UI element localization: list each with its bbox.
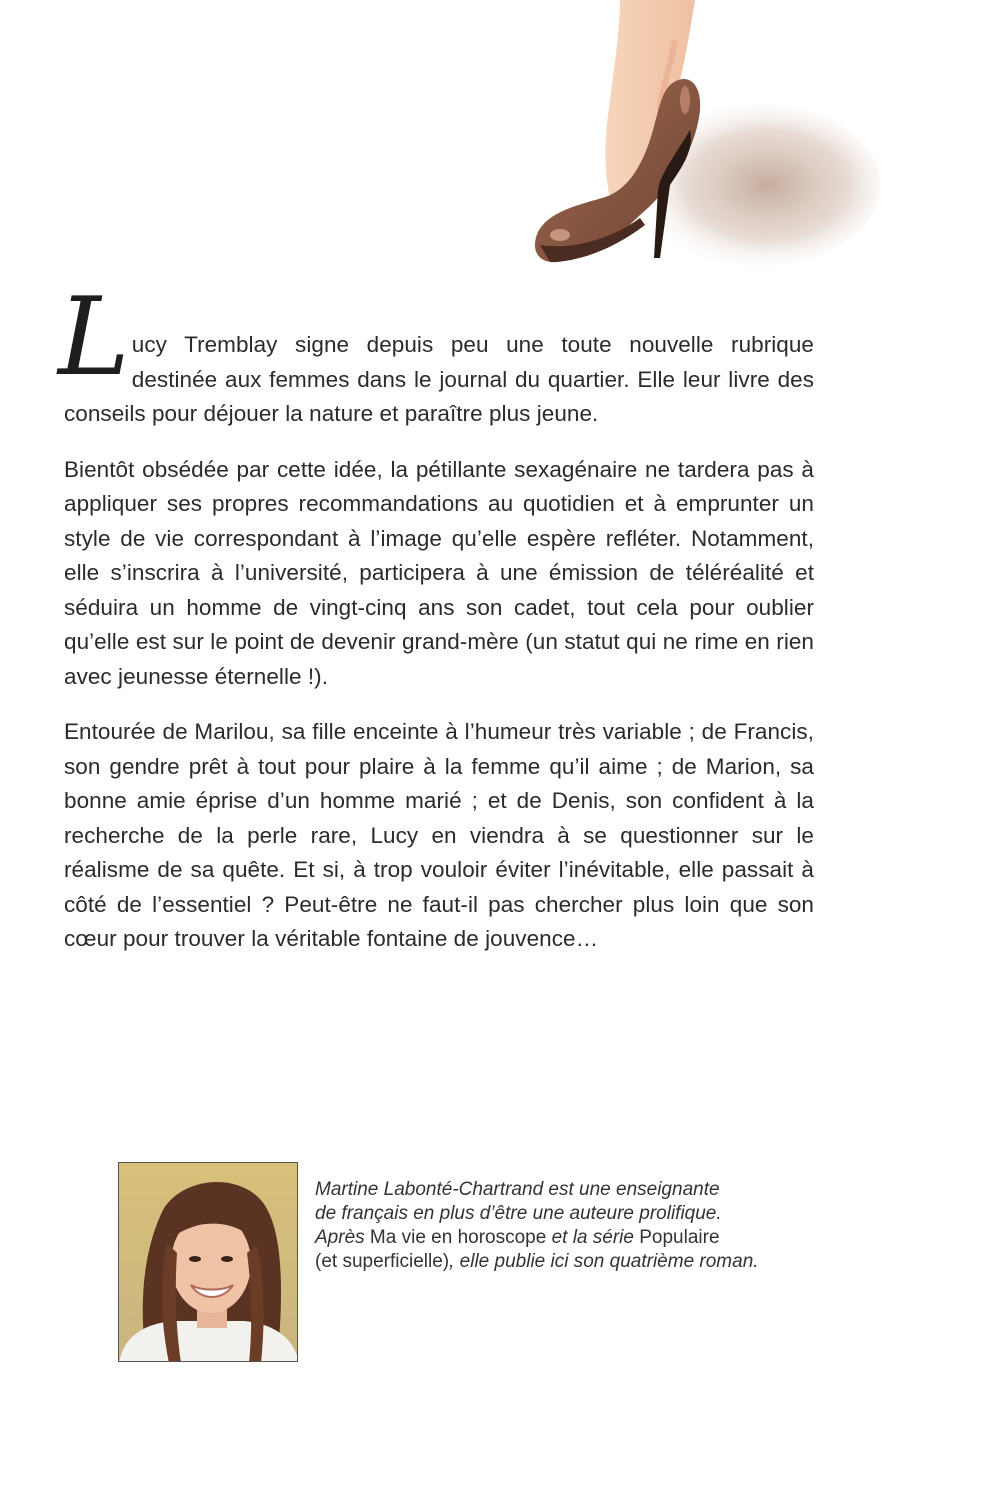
- high-heel-shoe-illustration: [520, 0, 880, 280]
- blurb-paragraph-1-text: ucy Tremblay signe depuis peu une toute nouvelle rubrique destinée aux femmes dans le journal du quartier. Elle leur livre des conseils pour déjouer la nature et paraître plus jeune.: [64, 332, 814, 426]
- author-bio-line-4: (et superficielle), elle publie ici son quatrième roman.: [315, 1251, 759, 1272]
- author-bio-line-1: Martine Labonté-Chartrand est une enseignante: [315, 1179, 720, 1200]
- book-title-ma-vie-en-horoscope: Ma vie en horoscope: [369, 1227, 547, 1248]
- author-bio-line-3: Après Ma vie en horoscope et la série Populaire: [315, 1227, 720, 1248]
- author-portrait-photo: [118, 1162, 298, 1362]
- blurb-paragraph-1: [58, 275, 814, 432]
- dropcap-letter: L: [58, 275, 130, 400]
- blurb-paragraph-3: Entourée de Marilou, sa fille enceinte à l’humeur très variable ; de Francis, son gendre prêt à tout pour plaire à la femme qu’il aime ; de Marion, sa bonne amie éprise d’un homme marié ; et de Denis, son confident à la recherche de la perle rare, Lucy en viendra à se questionner sur le réalisme de sa quête. Et si, à trop vouloir éviter l’inévitable, elle passait à côté de l’essentiel ? Peut-être ne faut-il pas chercher plus loin que son cœur pour trouver la véritable fontaine de jouvence…: [64, 719, 814, 951]
- blurb-paragraph-2: Bientôt obsédée par cette idée, la pétillante sexagénaire ne tardera pas à appliquer ses propres recommandations au quotidien et à emprunter un style de vie correspondant à l’image qu’elle espère refléter. Notamment, elle s’inscrira à l’université, participera à une émission de téléréalité et séduira un homme de vingt-cinq ans son cadet, tout cela pour oublier qu’elle est sur le point de devenir grand-mère (un statut qui ne rime en rien avec jeunesse éternelle !).: [64, 456, 814, 689]
- author-bio-line-2: de français en plus d’être une auteure prolifique.: [315, 1203, 722, 1224]
- author-section: [118, 1162, 818, 1367]
- author-bio: [315, 1178, 785, 1274]
- book-title-populaire: Populaire: [639, 1227, 720, 1248]
- back-cover-blurb: [58, 275, 814, 978]
